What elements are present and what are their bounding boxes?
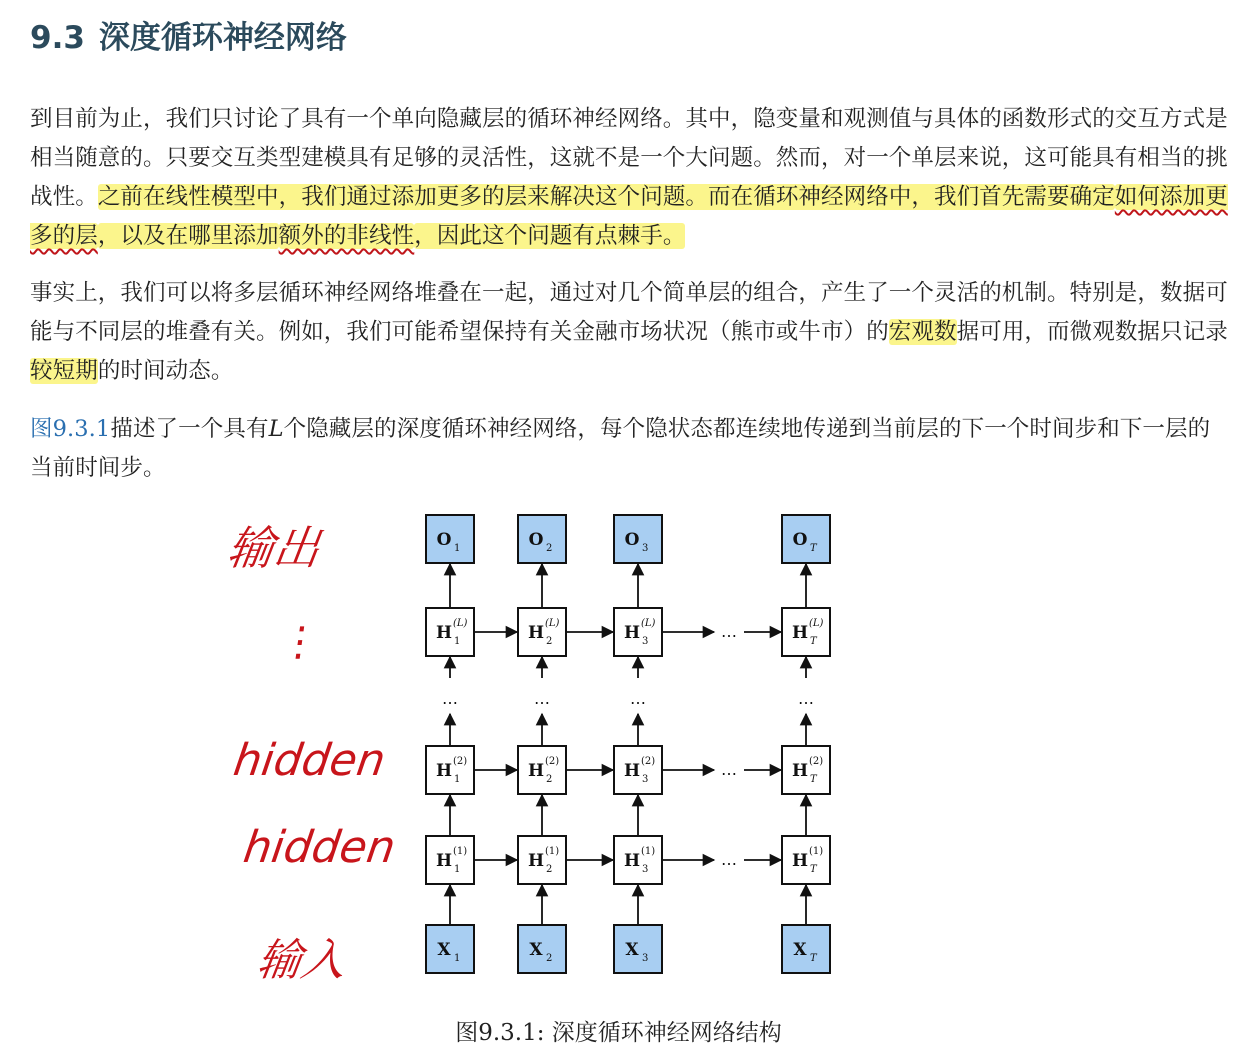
hidden-node-l0-t4-label-sup: (L) [809, 618, 824, 629]
paragraph-1 [30, 100, 1230, 256]
hidden-node-l1-t3-label-sub: 3 [642, 774, 649, 785]
hidden-node-l0-t3-label: H [623, 623, 641, 643]
hidden-node-l0-t2-label-sub: 2 [546, 636, 553, 647]
output-node-2-label-sub: 2 [546, 543, 553, 554]
output-node-3-label-sub: 3 [642, 543, 649, 554]
hidden-node-l0-t3 [614, 608, 662, 656]
p2-text-3: 的时间动态。 [97, 358, 234, 384]
hidden-node-l0-t4-label: H [791, 623, 809, 643]
hidden-node-l0-t2-label-sup: (L) [545, 618, 560, 629]
section-number: 9.3 [30, 20, 85, 56]
hidden-node-l0-t1-label-sup: (L) [453, 618, 468, 629]
vertical-ellipsis-1: … [442, 689, 458, 708]
output-node-2-label: O [528, 530, 544, 550]
paragraph-2 [30, 274, 1230, 391]
input-node-2-label-sub: 2 [546, 953, 553, 964]
p3-text: 描述了一个具有 [110, 416, 269, 442]
hidden-node-l2-t3-label-sub: 3 [642, 864, 649, 875]
output-node-4 [782, 515, 830, 563]
hidden-node-l1-t3 [614, 746, 662, 794]
p1-highlight-2: ，以及在哪里添加 [97, 223, 279, 249]
vertical-ellipsis-4: … [798, 689, 814, 708]
hidden-node-l2-t2-label-sup: (1) [545, 846, 560, 857]
output-node-3 [614, 515, 662, 563]
hidden-node-l0-t1 [426, 608, 474, 656]
output-node-4-label: O [792, 530, 808, 550]
output-node-3-label: O [624, 530, 640, 550]
hidden-node-l1-t2-label-sub: 2 [546, 774, 553, 785]
hidden-node-l1-t3-label-sup: (2) [641, 756, 656, 767]
hidden-node-l1-t4-label: H [791, 761, 809, 781]
hidden-node-l1-t2 [518, 746, 566, 794]
figure-nodes [426, 515, 830, 973]
input-node-2 [518, 925, 566, 973]
deep-rnn-figure [0, 500, 1237, 1010]
hidden-node-l2-t2 [518, 836, 566, 884]
vertical-ellipsis-3: … [630, 689, 646, 708]
hidden-node-l0-t1-label-sub: 1 [454, 636, 461, 647]
p2-highlight-1: 宏观数 [888, 319, 957, 345]
horizontal-ellipsis-l2: … [721, 850, 737, 869]
hidden-node-l1-t1 [426, 746, 474, 794]
input-node-3 [614, 925, 662, 973]
p1-underlined-1: 如何添加更多的层 [30, 184, 1228, 249]
vertical-ellipsis-2: … [534, 689, 550, 708]
hidden-node-l1-t1-label-sup: (2) [453, 756, 468, 767]
hidden-node-l2-t4-label-sub: T [810, 864, 817, 875]
hidden-node-l2-t2-label: H [527, 851, 545, 871]
hidden-node-l2-t1-label-sup: (1) [453, 846, 468, 857]
p3-text-2: 个隐藏层的深度循环神经网络，每个隐状态都连续地传递到当前层的下一个时间步和下一层的当前时间步。 [30, 416, 1211, 481]
annotation-input: 输入 [253, 935, 349, 986]
output-node-4-label-sub: T [810, 543, 817, 554]
annotation-output: 输出 [223, 521, 324, 575]
hidden-node-l2-t4-label-sup: (1) [809, 846, 824, 857]
input-node-3-label-sub: 3 [642, 953, 649, 964]
p1-text: 到目前为止，我们只讨论了具有一个单向隐藏层的循环神经网络。其中，隐变量和观测值与具体的函数形式的交互方式是相当随意的。只要交互类型建模具有足够的灵活性，这就不是一个大问题。然而，对一个单层来说，这可能具有相当的挑战性。 [30, 106, 1228, 210]
input-node-1-label: X [437, 940, 451, 960]
p1-highlight-3: ，因此这个问题有点棘手。 [414, 223, 686, 249]
annotation-hidden-lower: hidden [240, 822, 399, 873]
hidden-node-l2-t3 [614, 836, 662, 884]
hidden-node-l0-t4-label-sub: T [810, 636, 817, 647]
p1-underlined-2: 额外的非线性 [278, 223, 415, 249]
hidden-node-l0-t3-label-sup: (L) [641, 618, 656, 629]
input-node-4-label: X [793, 940, 807, 960]
p1-highlight: 之前在线性模型中，我们通过添加更多的层来解决这个问题。而在循环神经网络中，我们首先需要确定 [97, 184, 1115, 210]
p2-text-2: 据可用，而微观数据只记录 [956, 319, 1228, 345]
hidden-node-l2-t4 [782, 836, 830, 884]
input-node-1-label-sub: 1 [454, 953, 461, 964]
section-heading [30, 12, 347, 57]
hidden-node-l1-t4 [782, 746, 830, 794]
hidden-node-l0-t2 [518, 608, 566, 656]
hidden-node-l2-t4-label: H [791, 851, 809, 871]
hidden-node-l2-t2-label-sub: 2 [546, 864, 553, 875]
hidden-node-l2-t1-label: H [435, 851, 453, 871]
input-node-2-label: X [529, 940, 543, 960]
input-node-3-label: X [625, 940, 639, 960]
hidden-node-l1-t3-label: H [623, 761, 641, 781]
hidden-node-l1-t1-label-sub: 1 [454, 774, 461, 785]
p2-text: 事实上，我们可以将多层循环神经网络堆叠在一起，通过对几个简单层的组合，产生了一个灵活的机制。特别是，数据可能与不同层的堆叠有关。例如，我们可能希望保持有关金融市场状况（熊市或牛市）的 [30, 280, 1228, 345]
horizontal-ellipsis-l1: … [721, 760, 737, 779]
annotation-dots: ⋮ [276, 619, 324, 665]
input-node-4-label-sub: T [810, 953, 817, 964]
hidden-node-l2-t1 [426, 836, 474, 884]
annotation-hidden-upper: hidden [230, 735, 389, 786]
hidden-node-l0-t2-label: H [527, 623, 545, 643]
hidden-node-l1-t2-label-sup: (2) [545, 756, 560, 767]
output-node-1-label: O [436, 530, 452, 550]
section-title: 深度循环神经网络 [98, 20, 347, 56]
hidden-node-l2-t1-label-sub: 1 [454, 864, 461, 875]
hidden-node-l0-t3-label-sub: 3 [642, 636, 649, 647]
horizontal-ellipsis-l0: … [721, 622, 737, 641]
input-node-4 [782, 925, 830, 973]
output-node-1-label-sub: 1 [454, 543, 461, 554]
hidden-node-l1-t1-label: H [435, 761, 453, 781]
paragraph-3 [30, 410, 1230, 488]
output-node-1 [426, 515, 474, 563]
figure-link[interactable]: 图9.3.1 [30, 416, 111, 442]
hidden-node-l1-t2-label: H [527, 761, 545, 781]
hidden-node-l2-t3-label-sup: (1) [641, 846, 656, 857]
hidden-node-l2-t3-label: H [623, 851, 641, 871]
output-node-2 [518, 515, 566, 563]
hidden-node-l0-t4 [782, 608, 830, 656]
input-node-1 [426, 925, 474, 973]
p3-variable: L [268, 416, 284, 442]
p2-highlight-2: 较短期 [30, 358, 98, 384]
hidden-node-l1-t4-label-sup: (2) [809, 756, 824, 767]
figure-caption: 图9.3.1: 深度循环神经网络结构 [455, 1020, 782, 1046]
hidden-node-l1-t4-label-sub: T [810, 774, 817, 785]
hidden-node-l0-t1-label: H [435, 623, 453, 643]
